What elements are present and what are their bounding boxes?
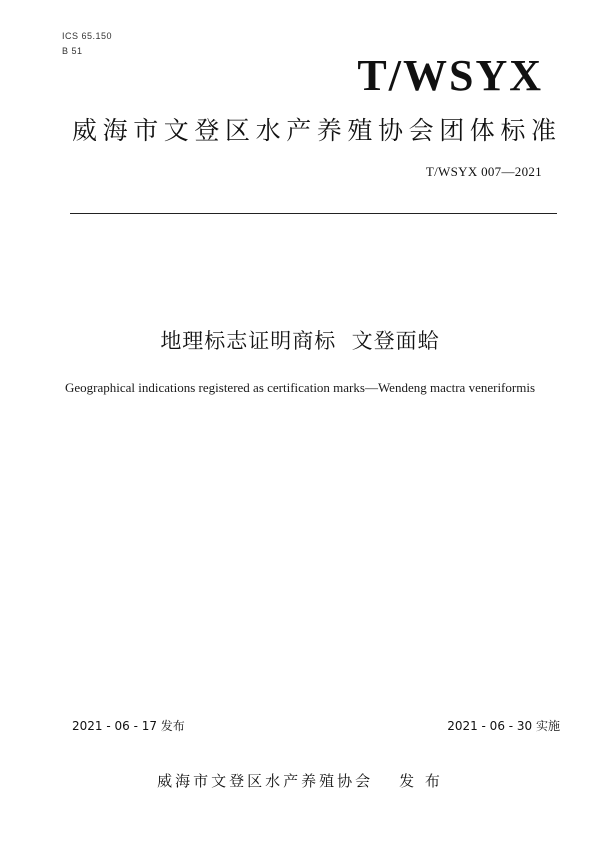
document-title-chinese: 地理标志证明商标 文登面蛤 [160,329,440,353]
document-title-english: Geographical indications registered as certification marks—Wendeng mactra veneriformis [64,380,536,395]
standard-number: T/WSYX 007—2021 [425,164,542,179]
standard-brand-logo: T/WSYX [357,51,543,100]
issue-label: 发 布 [399,772,443,790]
standard-category-title: 威海市文登区水产养殖协会团体标准 [72,116,562,145]
ics-code: ICS 65.150 [62,31,113,41]
issuer-line [0,770,600,792]
publish-date: 2021 - 06 - 17 发布 [72,719,185,733]
ccs-code: B 51 [62,46,83,56]
header-divider [70,213,557,214]
issuer-name: 威海市文登区水产养殖协会 [157,772,374,790]
implementation-date: 2021 - 06 - 30 实施 [447,719,560,733]
